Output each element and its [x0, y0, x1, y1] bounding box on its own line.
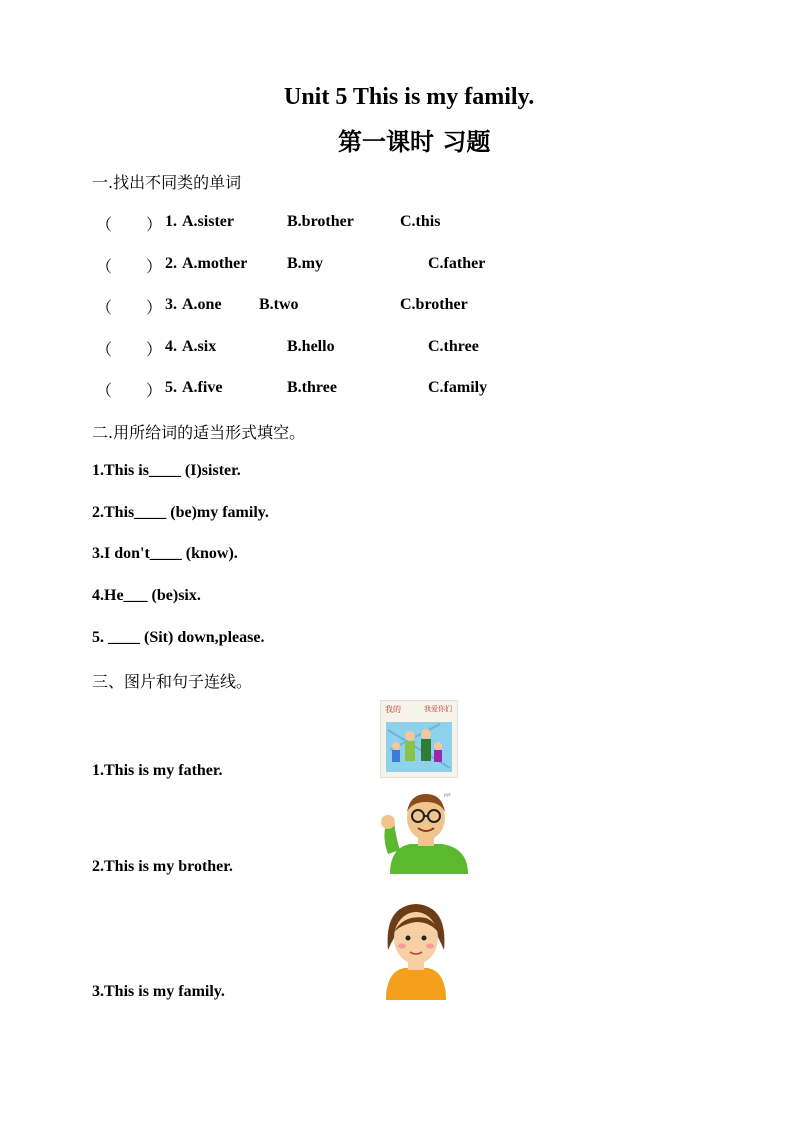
answer-paren-close: ）: [146, 217, 163, 234]
question-number: 3.: [165, 296, 177, 313]
option-c: C.father: [428, 255, 486, 272]
option-c: C.family: [428, 379, 488, 396]
question-number: 5.: [165, 379, 177, 396]
option-a: A.sister: [182, 213, 234, 230]
answer-paren-open: （: [96, 300, 113, 317]
option-a: A.one: [182, 296, 222, 313]
answer-paren-close: ）: [146, 383, 163, 400]
page-subtitle: 第一课时 习题: [338, 128, 491, 156]
answer-paren-close: ）: [146, 300, 163, 317]
answer-paren-open: （: [96, 217, 113, 234]
answer-paren-close: ）: [146, 259, 163, 276]
section3-heading: 三、图片和句子连线。: [92, 672, 253, 691]
page-title: Unit 5 This is my family.: [284, 84, 535, 110]
caption-2: 我爱你们: [424, 705, 452, 713]
section2-heading: 二.用所给词的适当形式填空。: [92, 423, 306, 442]
option-c: C.this: [400, 213, 441, 230]
section1-heading: 一.找出不同类的单词: [92, 173, 242, 192]
answer-paren-open: （: [96, 342, 113, 359]
answer-paren-close: ）: [146, 342, 163, 359]
option-b: B.hello: [287, 338, 335, 355]
option-c: C.brother: [400, 296, 468, 313]
question-number: 1.: [165, 213, 177, 230]
option-b: B.brother: [287, 213, 354, 230]
caption: ppt: [444, 792, 451, 797]
fill-blank-item: 4.He___ (be)six.: [92, 587, 201, 604]
fill-blank-item: 5. ____ (Sit) down,please.: [92, 629, 265, 646]
option-b: B.three: [287, 379, 337, 396]
fill-blank-item: 2.This____ (be)my family.: [92, 504, 269, 521]
fill-blank-item: 3.I don't____ (know).: [92, 545, 238, 562]
question-number: 2.: [165, 255, 177, 272]
match-sentence: 1.This is my father.: [92, 762, 223, 779]
option-a: A.six: [182, 338, 217, 355]
caption-1: 我的: [385, 705, 401, 714]
answer-paren-open: （: [96, 383, 113, 400]
fill-blank-item: 1.This is____ (I)sister.: [92, 462, 241, 479]
woman-portrait-icon: [380, 896, 452, 1000]
match-sentence: 2.This is my brother.: [92, 858, 233, 875]
question-number: 4.: [165, 338, 177, 355]
family-drawing-icon: [380, 700, 458, 778]
option-c: C.three: [428, 338, 479, 355]
answer-paren-open: （: [96, 259, 113, 276]
option-b: B.my: [287, 255, 323, 272]
match-sentence: 3.This is my family.: [92, 983, 225, 1000]
option-a: A.five: [182, 379, 223, 396]
man-with-glasses-icon: [380, 788, 472, 874]
option-a: A.mother: [182, 255, 248, 272]
option-b: B.two: [259, 296, 299, 313]
